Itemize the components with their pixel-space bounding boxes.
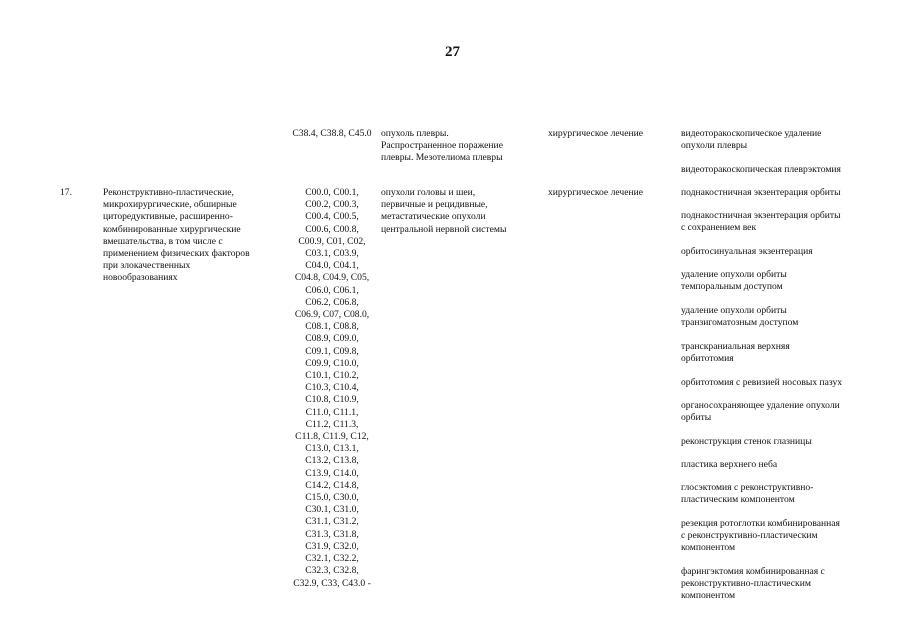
procedure-item: орбитосинуальная экзентерация [681, 246, 813, 257]
row-number: 17. [60, 187, 72, 198]
procedure-item: поднакостничная экзентерация орбиты [681, 187, 841, 198]
treatment-type-cell: хирургическое лечение [548, 187, 644, 198]
intervention-name-cell: Реконструктивно-пластические, микрохирургические, обширные циторедуктивные, расширенно- комбинированные хирургические вмешательства, в том числе с применением физических факторов при злокачественных новообразованиях [103, 187, 250, 284]
procedure-item: видеоторакоскопическое удаление опухоли плевры [681, 128, 822, 152]
patient-model-cell: опухоли головы и шеи, первичные и рецидивные, метастатические опухоли центральной нервной системы [381, 187, 507, 235]
procedure-item: транскраниальная верхняя орбитотомия [681, 341, 790, 365]
icd-codes-cell: C38.4, C38.8, C45.0 [292, 128, 372, 139]
procedure-item: реконструкция стенок глазницы [681, 436, 812, 447]
procedure-item: удаление опухоли орбиты транзигоматозным доступом [681, 305, 799, 329]
procedure-item: органосохраняющее удаление опухоли орбиты [681, 400, 840, 424]
procedure-item: резекция ротоглотки комбинированная с реконструктивно-пластическим компонентом [681, 518, 840, 554]
procedure-item: глосэктомия с реконструктивно- пластическим компонентом [681, 482, 814, 506]
icd-codes-cell: C00.0, C00.1, C00.2, C00.3, C00.4, C00.5, C00.6, C00.8, C00.9, C01, C02, C03.1, C03.9, C04.0, C04.1, C04.8, C04.9, C05, C06.0, C06.1, C06.2, C06.8, C06.9, C07, C08.0, C08.1, C08.8, C08.9, C09.0, C09.1, C09.8, C09.9, C10.0, C10.1, C10.2, C10.3, C10.4, C10.8, C10.9, C11.0, C11.1, C11.2, C11.3, C11.8, C11.9, C12, C13.0, C13.1, C13.2, C13.8, C13.9, C14.0, C14.2, C14.8, C15.0, C30.0, C30.1, C31.0, C31.1, C31.2, C31.3, C31.8, C31.9, C32.0, C32.1, C32.2, C32.3, C32.8, C32.9, C33, C43.0 - [293, 187, 371, 589]
patient-model-cell: опухоль плевры. Распространенное поражение плевры. Мезотелиома плевры [381, 128, 503, 164]
page-number: 27 [445, 44, 460, 60]
procedure-item: орбитотомия с ревизией носовых пазух [681, 377, 843, 388]
procedure-item: фарингэктомия комбинированная с реконструктивно-пластическим компонентом [681, 566, 825, 602]
treatment-type-cell: хирургическое лечение [548, 128, 644, 139]
procedure-item: удаление опухоли орбиты темпоральным доступом [681, 269, 787, 293]
procedure-item: поднакостничная экзентерация орбиты с сохранением век [681, 210, 841, 234]
procedure-item: пластика верхнего неба [681, 459, 778, 470]
procedure-item: видеоторакоскопическая плеврэктомия [681, 164, 841, 175]
